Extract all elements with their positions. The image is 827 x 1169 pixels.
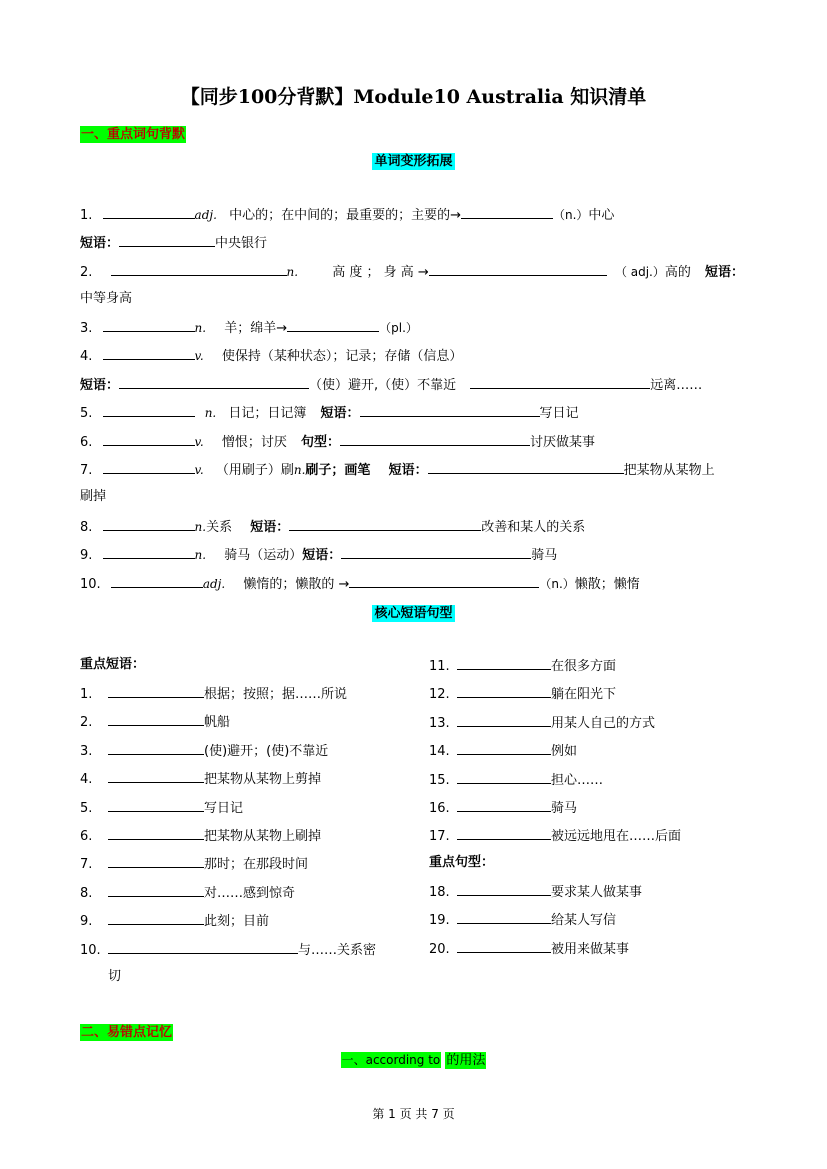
word-item-7: 7. v. （用刷子）刷n.刷子；画笔 短语： 把某物从某物上: [80, 460, 715, 480]
phrase-item: [429, 656, 616, 676]
subsection-word-forms: 单词变形拓展: [374, 154, 453, 169]
word-item-1-phrase: 短语： 中央银行: [80, 233, 267, 253]
phrase-item: [80, 883, 295, 903]
phrase-item: [80, 826, 321, 846]
phrase-item: [429, 939, 629, 959]
item-text: 写日记: [204, 800, 244, 816]
word-item-9: 9. n. 骑马（运动）短语： 骑马: [80, 545, 557, 565]
answer-blank[interactable]: [108, 741, 204, 755]
answer-blank[interactable]: [103, 346, 195, 360]
answer-blank[interactable]: [428, 460, 624, 474]
phrase-item: [429, 798, 577, 818]
phrase-item: [80, 911, 269, 931]
subsection-phrases: 核心短语句型: [374, 606, 453, 621]
item-number: 3.: [80, 743, 93, 759]
answer-blank[interactable]: [103, 517, 195, 531]
phrase-item: [429, 684, 616, 704]
answer-blank[interactable]: [111, 262, 287, 276]
answer-blank[interactable]: [457, 826, 551, 840]
item-text: 被远远地甩在……后面: [551, 829, 682, 845]
answer-blank[interactable]: [457, 798, 551, 812]
item-text: 用某人自己的方式: [551, 715, 656, 731]
item-text: 对……感到惊奇: [204, 885, 296, 901]
answer-blank[interactable]: [341, 545, 531, 559]
item-text: 担心……: [551, 772, 604, 788]
answer-blank[interactable]: [108, 826, 204, 840]
answer-blank[interactable]: [103, 545, 195, 559]
sentences-label: 重点句型：: [429, 855, 495, 870]
phrase-item: [80, 741, 328, 761]
answer-blank[interactable]: [103, 460, 195, 474]
phrase-item: [429, 713, 655, 733]
phrase-item: [80, 798, 243, 818]
phrase-item: [80, 769, 321, 789]
item-number: 6.: [80, 829, 93, 844]
item-number: 13.: [429, 715, 450, 731]
phrase-item: [80, 940, 376, 960]
page-title: 【同步100分背默】Module10 Australia 知识清单: [180, 86, 647, 108]
item-number: 8.: [80, 885, 93, 901]
phrase-item: [80, 712, 230, 732]
item-text: 骑马: [551, 801, 578, 816]
item-number: 18.: [429, 885, 450, 900]
word-item-5: 5. n. 日记；日记簿 短语： 写日记: [80, 403, 579, 423]
answer-blank[interactable]: [108, 798, 204, 812]
answer-blank[interactable]: [287, 318, 379, 332]
section-heading-2: 二、易错点记忆: [81, 1025, 173, 1040]
answer-blank[interactable]: [108, 712, 204, 726]
page-footer: 第 1 页 共 7 页: [372, 1107, 455, 1121]
answer-blank[interactable]: [111, 574, 203, 588]
section-heading-1: 一、重点词句背默: [81, 127, 186, 142]
phrase-item: [80, 854, 308, 874]
answer-blank[interactable]: [103, 318, 195, 332]
answer-blank[interactable]: [108, 769, 204, 783]
word-item-2: 2. n. 高 度 ； 身 高 → （ adj.）高的 短语：: [80, 262, 744, 282]
item-number: 9.: [80, 914, 93, 930]
item-text: 例如: [551, 744, 578, 760]
answer-blank[interactable]: [360, 403, 540, 417]
answer-blank[interactable]: [457, 684, 551, 698]
answer-blank[interactable]: [349, 574, 539, 588]
item-text: 把某物从某物上剪掉: [204, 772, 322, 788]
answer-blank[interactable]: [461, 205, 553, 219]
item-number: 12.: [429, 687, 450, 703]
item-number: 5.: [80, 800, 93, 816]
answer-blank[interactable]: [457, 882, 551, 896]
item-number: 16.: [429, 801, 450, 816]
phrase-item: [429, 741, 577, 761]
word-item-4: 4. v. 使保持（某种状态）；记录；存储（信息）: [80, 346, 462, 366]
answer-blank[interactable]: [103, 205, 195, 219]
word-item-6: 6. v. 憎恨；讨厌 句型： 讨厌做某事: [80, 432, 595, 452]
answer-blank[interactable]: [108, 911, 204, 925]
phrase-item: [429, 770, 603, 790]
phrases-label: 重点短语：: [80, 657, 146, 672]
answer-blank[interactable]: [340, 432, 530, 446]
answer-blank[interactable]: [457, 741, 551, 755]
item-number: 14.: [429, 744, 450, 760]
item-text: 被用来做某事: [551, 941, 630, 957]
item-number: 19.: [429, 913, 450, 929]
answer-blank[interactable]: [457, 656, 551, 670]
item-text: 此刻；目前: [204, 914, 270, 930]
answer-blank[interactable]: [103, 432, 195, 446]
item-number: 10.: [80, 942, 101, 958]
item-text-cont: 切: [108, 968, 122, 984]
answer-blank[interactable]: [429, 262, 607, 276]
answer-blank[interactable]: [457, 910, 551, 924]
item-text: 根据；按照；据……所说: [204, 687, 348, 702]
item-text: 在很多方面: [551, 659, 617, 674]
answer-blank[interactable]: [108, 854, 204, 868]
answer-blank[interactable]: [119, 375, 309, 389]
item-number: 15.: [429, 772, 450, 788]
answer-blank[interactable]: [470, 375, 650, 389]
item-text: 那时；在那段时间: [204, 857, 309, 873]
answer-blank[interactable]: [119, 233, 215, 247]
subsection-according-to: 一、according to 的用法: [341, 1053, 486, 1068]
answer-blank[interactable]: [108, 883, 204, 897]
phrase-item: [429, 910, 616, 930]
item-text: (使)避开；(使)不靠近: [204, 743, 329, 759]
word-item-1: 1. adj. 中心的；在中间的；最重要的；主要的→ （n.）中心: [80, 205, 614, 225]
word-item-3: 3. n. 羊；绵羊→ （pl.）: [80, 318, 418, 338]
word-item-8: 8. n.关系 短语： 改善和某人的关系: [80, 517, 585, 537]
phrase-item: [429, 826, 681, 846]
item-text: 与……关系密: [298, 942, 377, 958]
word-item-10: 10. adj. 懒惰的；懒散的 → （n.）懒散；懒惰: [80, 574, 640, 594]
item-text: 要求某人做某事: [551, 885, 643, 900]
item-text: 把某物从某物上刷掉: [204, 829, 322, 844]
answer-blank[interactable]: [289, 517, 481, 531]
item-number: 7.: [80, 857, 93, 873]
item-text: 躺在阳光下: [551, 687, 617, 703]
item-number: 4.: [80, 772, 93, 788]
answer-blank[interactable]: [457, 939, 551, 953]
item-number: 20.: [429, 941, 450, 957]
answer-blank[interactable]: [457, 770, 551, 784]
item-number: 1.: [80, 687, 93, 702]
item-number: 11.: [429, 659, 450, 674]
word-item-4-phrase: 短语： （使）避开,（使）不靠近 远离……: [80, 375, 702, 395]
word-item-7-cont: 刷掉: [80, 489, 107, 504]
word-item-2-cont: 中等身高: [80, 291, 133, 306]
answer-blank[interactable]: [108, 940, 298, 954]
item-number: 17.: [429, 829, 450, 845]
phrase-item: [80, 684, 347, 704]
answer-blank[interactable]: [108, 684, 204, 698]
answer-blank[interactable]: [103, 403, 195, 417]
item-text: 给某人写信: [551, 913, 617, 929]
answer-blank[interactable]: [457, 713, 551, 727]
item-number: 2.: [80, 715, 93, 731]
item-text: 帆船: [204, 715, 231, 731]
phrase-item: [429, 882, 642, 902]
